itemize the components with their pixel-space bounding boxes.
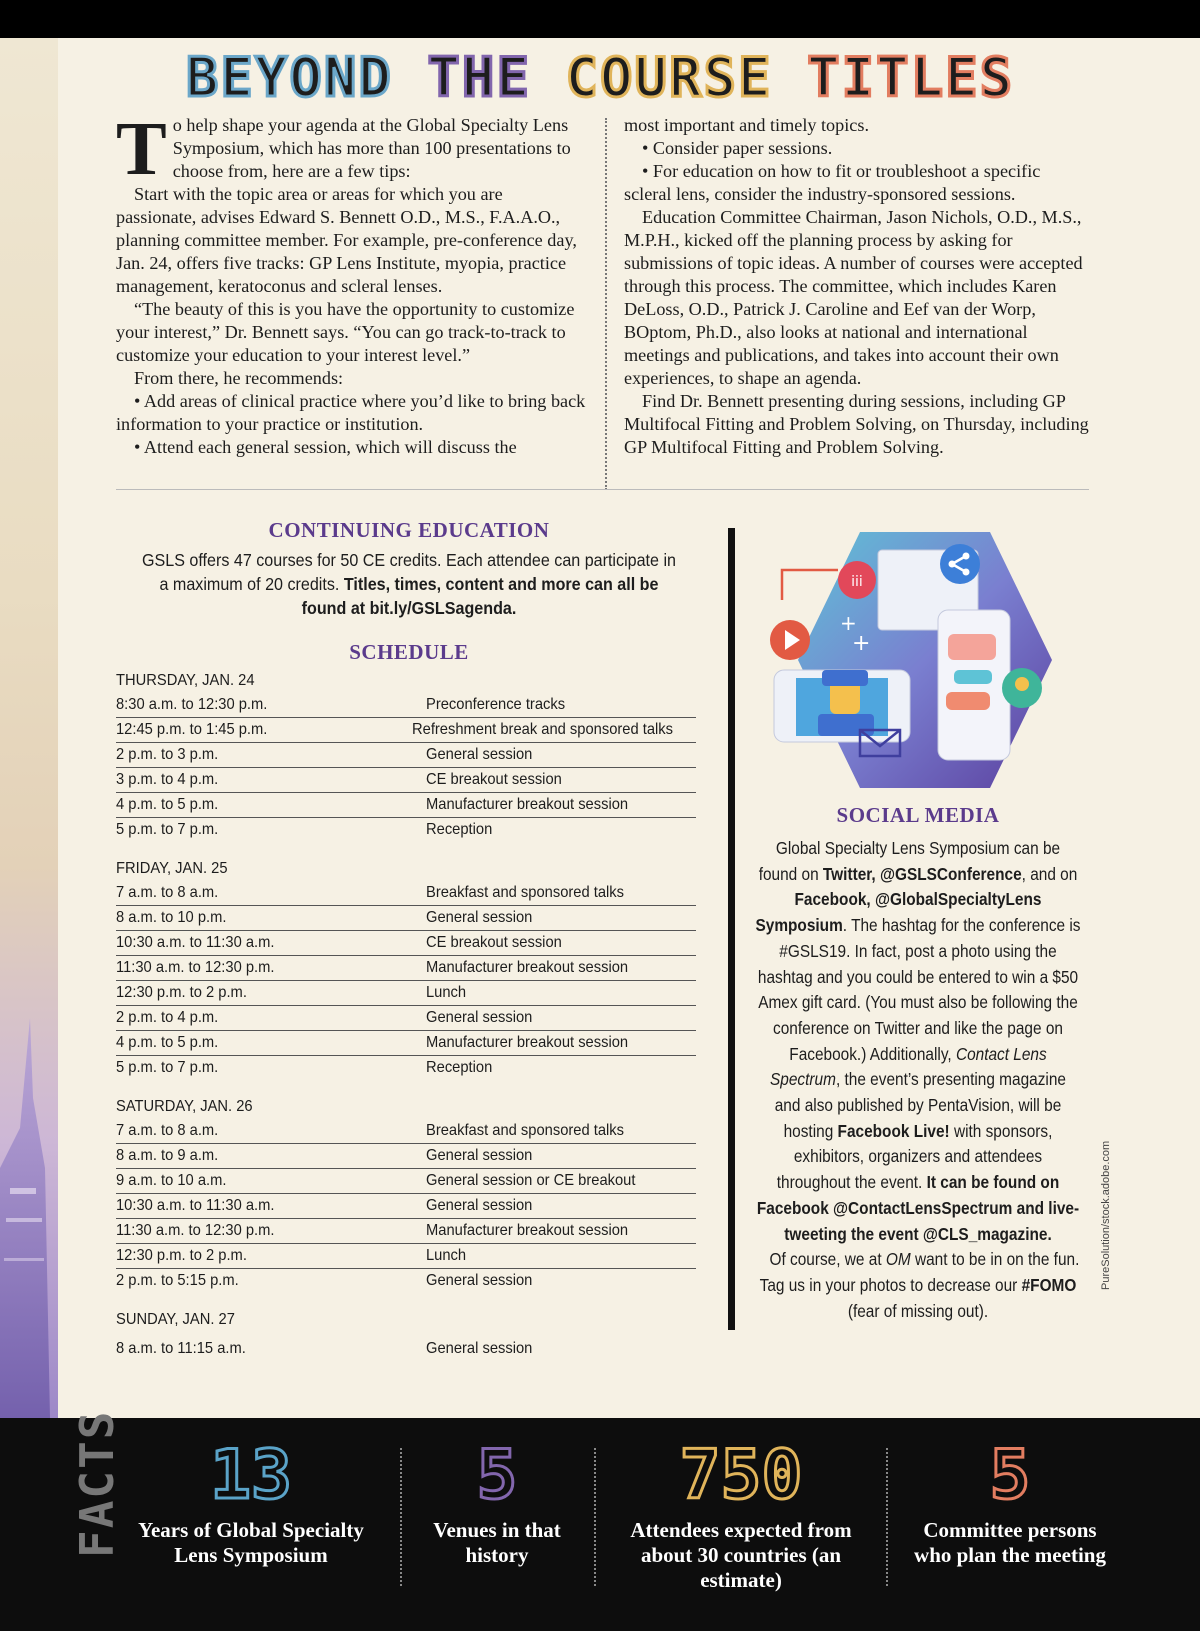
article-paragraph: Education Committee Chairman, Jason Nichols, O.D., M.S., M.P.H., kicked off the planning process by asking for submissions of topic ideas. A number of courses were accepted through this process. The committee, which includes Karen DeLoss, O.D., Patrick J. Caroline and Eef van der Worp, BOptom, Ph.D., also looks at national and international meetings and publications, and takes into account their own experiences, to shape an agenda.	[624, 207, 1083, 388]
schedule-event: General session	[426, 1197, 533, 1214]
schedule-time: 2 p.m. to 3 p.m.	[116, 746, 219, 763]
schedule-event: General session	[426, 1272, 533, 1289]
title-word-1: BEYOND	[185, 46, 393, 109]
social-text: . The hashtag for the conference is #GSLS19. In fact, post a photo using the hashtag and you could be entered to win a $50 Amex gift card. (You must also be following the conference on Twitter and like the page on Facebook.) Additionally,	[757, 915, 1081, 1064]
schedule-row	[116, 1219, 696, 1244]
article-bullet: • Attend each general session, which will discuss the	[134, 437, 517, 457]
social-highlight: Facebook, @GlobalSpecialtyLens Symposium	[755, 889, 1042, 936]
social-media-heading: SOCIAL MEDIA	[836, 803, 1000, 827]
schedule-time: 4 p.m. to 5 p.m.	[116, 796, 219, 813]
fact-label: Venues in that history	[433, 1518, 561, 1567]
fact-number: 750	[679, 1436, 803, 1515]
fact-attendees	[628, 1436, 854, 1593]
top-black-bar	[0, 0, 1200, 38]
social-highlight: Facebook Live!	[837, 1120, 950, 1141]
facts-divider	[594, 1448, 596, 1586]
article-bullet: • For education on how to fit or troubleshoot a specific scleral lens, consider the industry-sponsored sessions.	[624, 161, 1041, 204]
social-highlight: #FOMO	[1021, 1274, 1077, 1295]
schedule-event: General session	[426, 1147, 533, 1164]
schedule-event: Reception	[426, 1059, 493, 1076]
schedule-time: 12:30 p.m. to 2 p.m.	[116, 984, 247, 1001]
schedule-row	[116, 1169, 696, 1194]
article-paragraph: o help shape your agenda at the Global Specialty Lens Symposium, which has more than 100 presentations to choose from, here are a few tips:	[172, 115, 571, 181]
facts-divider	[400, 1448, 402, 1586]
schedule-time: 7 a.m. to 8 a.m.	[116, 1122, 219, 1139]
fact-number: 5	[476, 1436, 518, 1515]
article-paragraph: Start with the topic area or areas for which you are passionate, advises Edward S. Bennett O.D., M.S., F.A.A.O., planning committee member. For example, pre-conference day, Jan. 24, offers five tracks: GP Lens Institute, myopia, practice management, keratoconus and scleral lenses.	[116, 184, 577, 296]
schedule-event: Refreshment break and sponsored talks	[412, 721, 674, 738]
share-icon	[940, 544, 980, 584]
vertical-divider-bar	[728, 528, 735, 1330]
schedule-time: 12:45 p.m. to 1:45 p.m.	[116, 721, 268, 738]
article-paragraph: From there, he recommends:	[134, 368, 344, 388]
schedule-time: 5 p.m. to 7 p.m.	[116, 821, 219, 838]
schedule-row	[116, 1269, 696, 1294]
article-paragraph: Find Dr. Bennett presenting during sessions, including GP Multifocal Fitting and Problem Solving, on Thursday, including GP Multifocal Fitting and Problem Solving.	[624, 391, 1089, 457]
article-bullet: • Consider paper sessions.	[642, 138, 833, 158]
social-text: OM	[885, 1249, 911, 1270]
schedule-event: General session	[426, 1009, 533, 1026]
column-divider	[605, 118, 607, 490]
schedule-time: 10:30 a.m. to 11:30 a.m.	[116, 1197, 275, 1214]
schedule-row	[116, 1006, 696, 1031]
article-paragraph: most important and timely topics.	[624, 115, 869, 135]
schedule-event: Manufacturer breakout session	[426, 796, 629, 813]
schedule-heading: SCHEDULE	[349, 640, 469, 664]
schedule-row	[116, 931, 696, 956]
fact-label: Years of Global Specialty Lens Symposium	[138, 1518, 364, 1567]
schedule-time: 9 a.m. to 10 a.m.	[116, 1172, 227, 1189]
schedule-row	[116, 1194, 696, 1219]
social-highlight: Twitter, @GSLSConference	[822, 863, 1022, 884]
schedule-row	[116, 1056, 696, 1081]
schedule-row	[116, 906, 696, 931]
article-column-left	[116, 107, 586, 459]
schedule-time: 8 a.m. to 11:15 a.m.	[116, 1340, 246, 1357]
schedule-time: 12:30 p.m. to 2 p.m.	[116, 1247, 247, 1264]
schedule-time: 11:30 a.m. to 12:30 p.m.	[116, 1222, 275, 1239]
schedule-day-heading: SATURDAY, JAN. 26	[116, 1098, 253, 1115]
schedule-day-heading: SUNDAY, JAN. 27	[116, 1311, 235, 1328]
schedule-event: General session	[426, 909, 533, 926]
schedule-event: Manufacturer breakout session	[426, 1222, 629, 1239]
schedule-row	[116, 793, 696, 818]
schedule-event: Breakfast and sponsored talks	[426, 1122, 625, 1139]
schedule-row	[116, 693, 696, 718]
schedule-row	[116, 818, 696, 843]
schedule-row	[116, 1144, 696, 1169]
title-word-4: TITLES	[807, 46, 1015, 109]
schedule-event: Manufacturer breakout session	[426, 959, 629, 976]
social-text: Global Specialty Lens Symposium can be found on	[758, 838, 1061, 884]
schedule-time: 8 a.m. to 9 a.m.	[116, 1147, 219, 1164]
social-highlight: It can be found on Facebook @ContactLensSpectrum and live-tweeting the event @CLS_magazine.	[756, 1172, 1080, 1244]
schedule-event: General session or CE breakout	[426, 1172, 636, 1189]
drop-cap: T	[116, 107, 167, 191]
schedule-row	[116, 881, 696, 906]
schedule-time: 4 p.m. to 5 p.m.	[116, 1034, 219, 1051]
skyscraper-illustration	[0, 1018, 58, 1418]
schedule-event: Preconference tracks	[426, 696, 566, 713]
article-column-right	[624, 114, 1092, 459]
schedule-event: Reception	[426, 821, 493, 838]
title-word-3: COURSE	[565, 46, 773, 109]
schedule-row	[116, 956, 696, 981]
fact-number: 13	[210, 1436, 292, 1515]
schedule-time: 11:30 a.m. to 12:30 p.m.	[116, 959, 275, 976]
social-text: , the event’s presenting magazine and also published by PentaVision, will be hosting	[774, 1069, 1066, 1141]
schedule-row	[116, 718, 696, 743]
facts-divider	[886, 1448, 888, 1586]
schedule-time: 2 p.m. to 4 p.m.	[116, 1009, 219, 1026]
svg-text:+: +	[852, 631, 871, 656]
social-text: Of course, we at	[769, 1249, 886, 1270]
schedule-event: CE breakout session	[426, 934, 562, 951]
fact-label: Attendees expected from about 30 countries (an estimate)	[630, 1518, 852, 1592]
fact-committee	[912, 1436, 1108, 1568]
section-divider	[116, 489, 1089, 490]
schedule-event: Lunch	[426, 1247, 467, 1264]
ce-text	[139, 548, 678, 620]
schedule-day-heading: FRIDAY, JAN. 25	[116, 860, 228, 877]
social-text: , and on	[1021, 863, 1078, 884]
photo-credit: PureSolution/stock.adobe.com	[1100, 1140, 1112, 1290]
schedule-event: Manufacturer breakout session	[426, 1034, 629, 1051]
schedule-table	[116, 668, 696, 1366]
schedule-time: 2 p.m. to 5:15 p.m.	[116, 1272, 239, 1289]
fact-venues	[432, 1436, 562, 1568]
social-text: (fear of missing out).	[847, 1300, 989, 1321]
schedule-row	[116, 1119, 696, 1144]
schedule-row	[116, 981, 696, 1006]
svg-text:+: +	[840, 611, 857, 635]
schedule-row	[116, 1332, 696, 1366]
social-text: Contact Lens Spectrum	[770, 1043, 1047, 1090]
schedule-time: 10:30 a.m. to 11:30 a.m.	[116, 934, 275, 951]
social-media-illustration	[760, 520, 1080, 800]
schedule-time: 5 p.m. to 7 p.m.	[116, 1059, 219, 1076]
page-title	[0, 46, 1200, 109]
schedule-row	[116, 743, 696, 768]
ce-body: GSLS offers 47 courses for 50 CE credits. Each attendee can participate in a maximum of 20 credits.	[141, 550, 676, 594]
schedule-event: Lunch	[426, 984, 467, 1001]
svg-text:iii: iii	[851, 574, 863, 590]
title-word-2: THE	[427, 46, 531, 109]
schedule-row	[116, 1244, 696, 1269]
facts-label: FACTS	[70, 1409, 124, 1558]
article-paragraph: “The beauty of this is you have the opportunity to customize your interest,” Dr. Bennett says. “You can go track-to-track to customize your education to your interest level.”	[116, 299, 575, 365]
schedule-event: General session	[426, 1340, 533, 1357]
schedule-time: 3 p.m. to 4 p.m.	[116, 771, 219, 788]
ce-heading: CONTINUING EDUCATION	[268, 518, 550, 542]
schedule-event: CE breakout session	[426, 771, 562, 788]
schedule-time: 7 a.m. to 8 a.m.	[116, 884, 219, 901]
schedule-time: 8:30 a.m. to 12:30 p.m.	[116, 696, 268, 713]
fact-years	[128, 1436, 374, 1568]
article-bullet: • Add areas of clinical practice where you’d like to bring back information to your practice or institution.	[116, 391, 586, 434]
schedule-event: Breakfast and sponsored talks	[426, 884, 625, 901]
fact-number: 5	[989, 1436, 1031, 1515]
schedule-event: General session	[426, 746, 533, 763]
schedule-row	[116, 768, 696, 793]
social-text: with sponsors, exhibitors, organizers and attendees throughout the event.	[776, 1120, 1053, 1193]
schedule-time: 8 a.m. to 10 p.m.	[116, 909, 227, 926]
fact-label: Committee persons who plan the meeting	[914, 1518, 1106, 1567]
ce-link-text[interactable]: Titles, times, content and more can all be found at bit.ly/GSLSagenda.	[301, 574, 659, 618]
schedule-row	[116, 1031, 696, 1056]
social-media-text	[752, 836, 1084, 1324]
social-text: want to be in on the fun. Tag us in your photos to decrease our	[759, 1249, 1080, 1295]
schedule-day-heading: THURSDAY, JAN. 24	[116, 672, 255, 689]
